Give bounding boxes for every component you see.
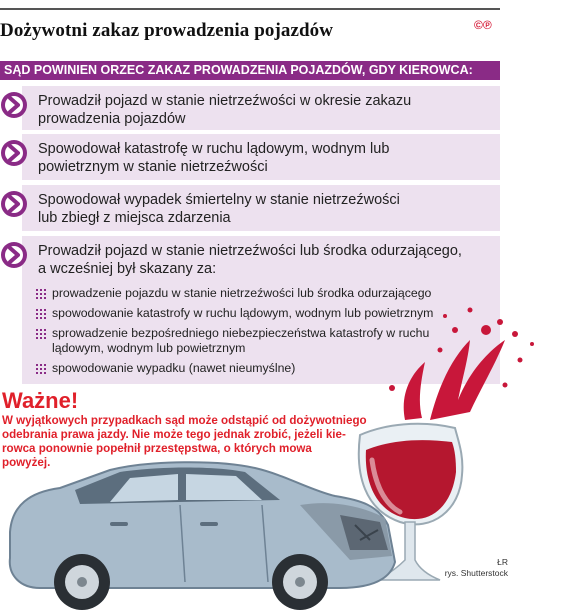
car-wheel-icon <box>54 554 110 610</box>
item-text <box>38 92 411 128</box>
sub-item-text: prowadzenie pojazdu w stanie nietrzeźwości lub środka odurzającego <box>52 286 432 300</box>
important-line: W wyjątkowych przypadkach sąd może odstąpić od dożywotniego <box>2 414 367 427</box>
item-text <box>38 191 400 227</box>
section-banner: SĄD POWINIEN ORZEC ZAKAZ PROWADZENIA POJAZDÓW, GDY KIEROWCA: <box>0 61 500 80</box>
item-line: Prowadził pojazd w stanie nietrzeźwości lub środka odurzającego, <box>38 243 462 259</box>
sub-item-text: spowodowanie katastrofy w ruchu lądowym, wodnym lub powietrznym <box>52 306 434 320</box>
important-heading: Ważne! <box>2 388 79 413</box>
credit-author: ŁR <box>497 557 508 567</box>
important-line: powyżej. <box>2 456 51 469</box>
arrow-right-circle-icon <box>0 91 28 119</box>
bullet-grid-icon <box>36 289 46 299</box>
item-line: Prowadził pojazd w stanie nietrzeźwości w okresie zakazu <box>38 93 412 109</box>
item-line: powietrznym w stanie nietrzeźwości <box>38 159 268 175</box>
car-wheel-icon <box>272 554 328 610</box>
important-text <box>2 414 374 470</box>
image-credit <box>416 557 508 579</box>
sub-item-line: lądowym, wodnym lub powietrznym <box>52 341 246 355</box>
item-text <box>38 242 462 278</box>
item-line: Spowodował katastrofę w ruchu lądowym, wodnym lub <box>38 141 390 157</box>
list-item <box>0 185 500 231</box>
important-line: rowca ponownie popełnił przestępstwa, o których mowa <box>2 442 312 455</box>
sub-item-line: sprowadzenie bezpośredniego niebezpieczeństwa katastrofy w ruchu <box>52 326 430 340</box>
sub-item-text: spowodowanie wypadku (nawet nieumyślne) <box>52 361 296 375</box>
top-rule <box>0 8 500 10</box>
arrow-right-circle-icon <box>0 139 28 167</box>
important-line: odebrania prawa jazdy. Nie może tego jednak zrobić, jeżeli kie- <box>2 428 346 441</box>
item-text <box>38 140 389 176</box>
arrow-right-circle-icon <box>0 241 28 269</box>
list-item <box>0 86 500 130</box>
item-line: lub zbiegł z miejsca zdarzenia <box>38 210 231 226</box>
item-line: prowadzenia pojazdów <box>38 111 186 127</box>
arrow-right-circle-icon <box>0 190 28 218</box>
item-line: a wcześniej był skazany za: <box>38 261 217 277</box>
credit-source: rys. Shutterstock <box>444 568 508 578</box>
item-line: Spowodował wypadek śmiertelny w stanie nietrzeźwości <box>38 192 400 208</box>
publisher-logo: ©℗ <box>474 18 492 32</box>
list-item <box>0 134 500 180</box>
wine-splash <box>389 308 534 421</box>
page-title: Dożywotni zakaz prowadzenia pojazdów <box>0 20 334 41</box>
